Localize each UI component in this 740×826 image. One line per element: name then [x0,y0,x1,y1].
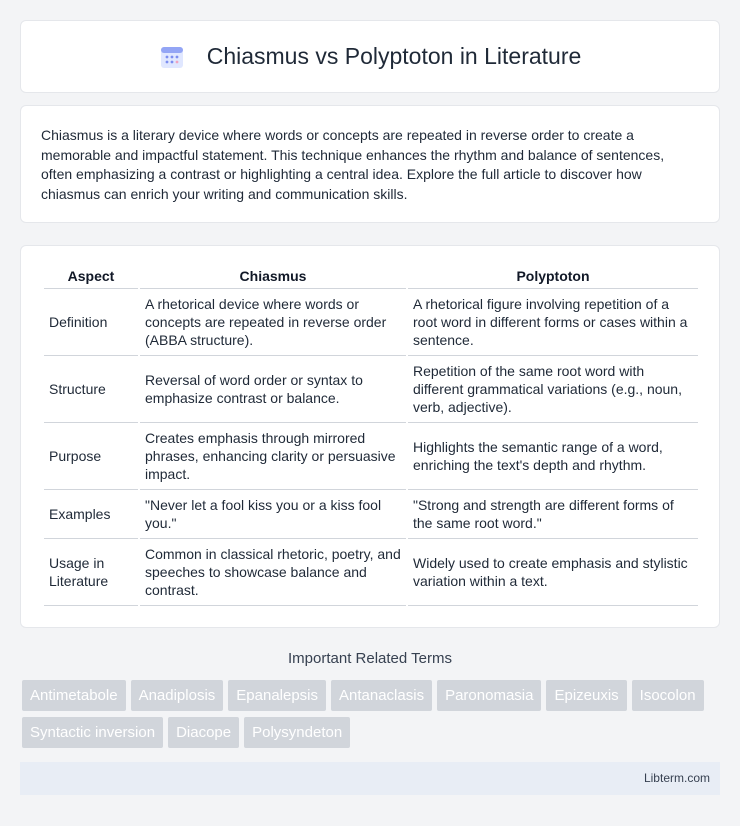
row-chiasmus: Reversal of word order or syntax to emphasize contrast or balance. [140,355,406,422]
row-polyptoton: Highlights the semantic range of a word, enriching the text's depth and rhythm. [408,422,698,489]
header-card [20,20,720,93]
row-chiasmus: "Never let a fool kiss you or a kiss fool you." [140,489,406,538]
footer [20,762,720,795]
table-row [44,538,698,606]
related-term-tag[interactable]: Antanaclasis [331,680,432,711]
row-aspect: Structure [44,355,138,422]
related-term-tag[interactable]: Diacope [168,717,239,748]
related-term-tag[interactable]: Paronomasia [437,680,541,711]
row-polyptoton: "Strong and strength are different forms of the same root word." [408,489,698,538]
related-terms-title: Important Related Terms [288,650,452,667]
header-chiasmus: Chiasmus [239,268,307,284]
table-header-row [44,264,698,288]
related-term-tag[interactable]: Epizeuxis [546,680,626,711]
footer-site-link[interactable]: Libterm.com [643,771,710,785]
table-row [44,355,698,422]
row-polyptoton: A rhetorical figure involving repetition of a root word in different forms or cases within a sentence. [408,288,698,355]
comparison-table [42,264,700,606]
row-aspect: Definition [44,288,138,355]
row-polyptoton: Repetition of the same root word with different grammatical variations (e.g., noun, verb, adjective). [408,355,698,422]
row-chiasmus: Common in classical rhetoric, poetry, and speeches to showcase balance and contrast. [140,538,406,606]
header-aspect: Aspect [67,268,115,284]
table-row [44,489,698,538]
related-term-tag[interactable]: Anadiplosis [131,680,224,711]
related-terms-list [22,680,722,754]
page-title: Chiasmus vs Polyptoton in Literature [206,43,582,69]
table-row [44,288,698,355]
row-aspect: Examples [44,489,138,538]
header-polyptoton: Polyptoton [516,268,590,284]
row-aspect: Purpose [44,422,138,489]
related-term-tag[interactable]: Isocolon [632,680,704,711]
comparison-card [20,245,720,628]
row-aspect: Usage in Literature [44,538,138,606]
table-row [44,422,698,489]
row-chiasmus: Creates emphasis through mirrored phrases, enhancing clarity or persuasive impact. [140,422,406,489]
calendar-icon [159,44,185,70]
intro-text: Chiasmus is a literary device where words or concepts are repeated in reverse order to create a memorable and impactful statement. This technique enhances the rhythm and balance of sentences, often emphasizing a contrast or highlighting a central idea. Explore the full article to discover how chiasmus can enrich your writing and communication skills. [41,127,665,202]
related-term-tag[interactable]: Polysyndeton [244,717,350,748]
row-chiasmus: A rhetorical device where words or concepts are repeated in reverse order (ABBA structure). [140,288,406,355]
related-term-tag[interactable]: Antimetabole [22,680,126,711]
related-term-tag[interactable]: Epanalepsis [228,680,326,711]
related-term-tag[interactable]: Syntactic inversion [22,717,163,748]
row-polyptoton: Widely used to create emphasis and stylistic variation within a text. [408,538,698,606]
intro-card [20,105,720,223]
